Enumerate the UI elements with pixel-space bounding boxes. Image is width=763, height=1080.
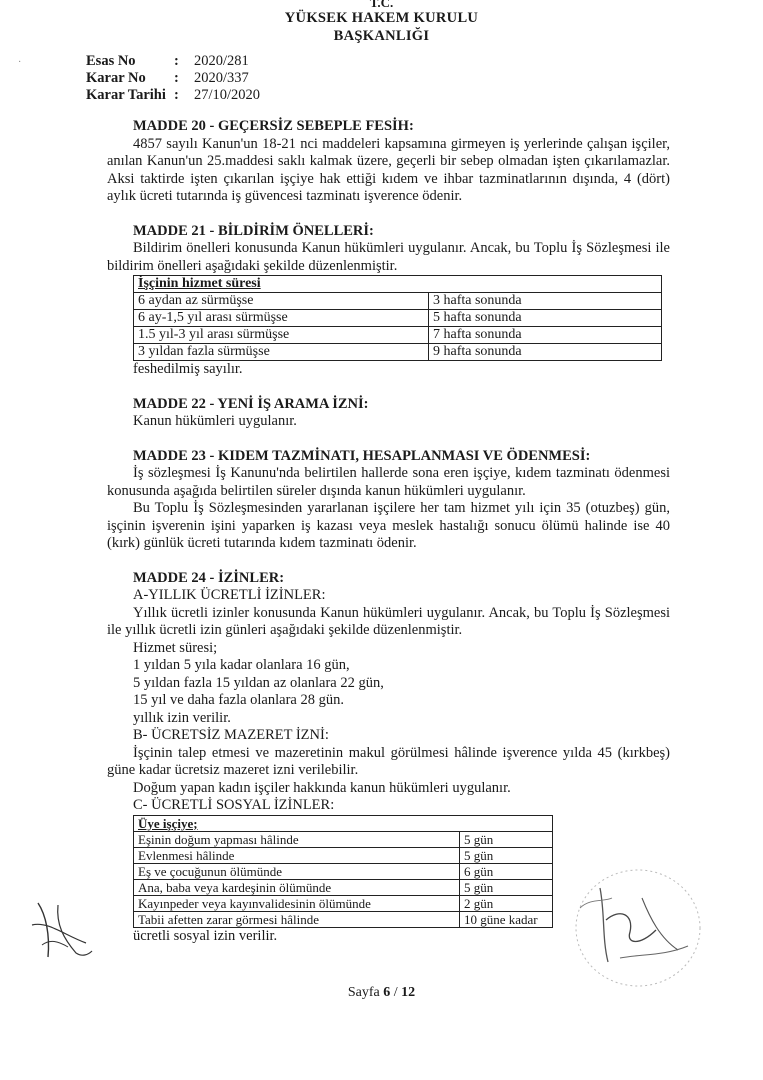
table-cell: 10 güne kadar: [460, 911, 553, 927]
table-row: [134, 310, 662, 327]
document-body: [107, 118, 670, 945]
article-20-heading: MADDE 20 - GEÇERSİZ SEBEPLE FESİH:: [133, 118, 414, 134]
notice-period-table: [133, 275, 662, 361]
article-23-p1: İş sözleşmesi İş Kanunu'nda belirtilen hallerde sona eren işçiye, kıdem tazminatı ödenmesi konusunda aşağıda belirtilen süreler dışında kanun hükümleri uygulanır.: [107, 465, 670, 499]
table-header-cell: Üye işçiye;: [134, 815, 553, 831]
meta-value: 2020/281: [194, 53, 249, 69]
section-c-title: C- ÜCRETLİ SOSYAL İZİNLER:: [133, 797, 335, 813]
article-22-heading: MADDE 22 - YENİ İŞ ARAMA İZNİ:: [133, 395, 369, 412]
table-cell: 6 gün: [460, 863, 553, 879]
table-cell: Tabii afetten zarar görmesi hâlinde: [134, 911, 460, 927]
article-22-text: Kanun hükümleri uygulanır.: [133, 413, 297, 429]
table-row: [134, 847, 553, 863]
table-row: [134, 344, 662, 361]
meta-value: 2020/337: [194, 70, 249, 86]
section-a-list-item: yıllık izin verilir.: [133, 709, 231, 726]
page-label: Sayfa: [347, 985, 380, 1000]
meta-key: Karar Tarihi: [86, 87, 166, 103]
section-b-text: İşçinin talep etmesi ve mazeretinin makul görülmesi hâlinde işverence yılda 45 (kırkbeş) güne kadar ücretsiz mazeret izni verilebilir.: [107, 744, 670, 778]
table-row: [134, 293, 662, 310]
table-cell: 1.5 yıl-3 yıl arası sürmüşse: [134, 327, 429, 344]
section-b-text2: Doğum yapan kadın işçiler hakkında kanun hükümleri uygulanır.: [133, 779, 511, 796]
table-row: [134, 895, 553, 911]
article-21-heading: MADDE 21 - BİLDİRİM ÖNELLERİ:: [133, 222, 374, 239]
margin-mark: ·: [18, 57, 22, 68]
table-header-row: [134, 815, 553, 831]
section-c-after: ücretli sosyal izin verilir.: [133, 927, 278, 944]
meta-row-karar: [86, 70, 260, 87]
table-cell: 5 gün: [460, 847, 553, 863]
table-cell: 3 hafta sonunda: [429, 293, 662, 310]
meta-value: 27/10/2020: [194, 87, 261, 103]
table-cell: Eş ve çocuğunun ölümünde: [134, 863, 460, 879]
table-row: [134, 831, 553, 847]
case-meta: [86, 53, 260, 104]
table-row: [134, 911, 553, 927]
table-cell: 9 hafta sonunda: [429, 344, 662, 361]
article-23-p2: Bu Toplu İş Sözleşmesinden yararlanan işçilere her tam hizmet yılı için 35 (otuzbeş) gün, işçinin işverenin işini yaparken iş kazası veya meslek hastalığı sonucu ölümü halinde ise 40 (kırk) günlük ücreti tutarında kıdem tazminatı ödenir.: [107, 500, 670, 551]
header-top-cut: T.C.: [369, 0, 394, 10]
table-row: [134, 863, 553, 879]
section-a-title: A-YILLIK ÜCRETLİ İZİNLER:: [133, 587, 326, 603]
meta-key: Karar No: [86, 70, 146, 86]
section-a-list-item: 15 yıl ve daha fazla olanlara 28 gün.: [133, 692, 344, 708]
table-cell: Evlenmesi hâlinde: [134, 847, 460, 863]
signature-stamp-right-image: [560, 858, 710, 998]
section-a-text: Yıllık ücretli izinler konusunda Kanun hükümleri uygulanır. Ancak, bu Toplu İş Sözleşmesi ile yıllık ücretli izin günleri aşağıdaki şekilde düzenlenmiştir.: [107, 604, 670, 638]
table-cell: 2 gün: [460, 895, 553, 911]
article-24-heading: MADDE 24 - İZİNLER:: [133, 569, 285, 586]
article-21-text: Bildirim önelleri konusunda Kanun hükümleri uygulanır. Ancak, bu Toplu İş Sözleşmesi ile bildirim önelleri aşağıdaki şekilde düzenlenmiştir.: [107, 240, 670, 274]
meta-sep: :: [174, 53, 179, 69]
article-20-text: 4857 sayılı Kanun'un 18-21 nci maddeleri kapsamına girmeyen iş yerlerinde çalışan işçiler, anılan Kanun'un 25.maddesi saklı kalmak üzere, geçerli bir sebep olmadan işten çıkarılamazlar. Aksi taktirde işten çıkarılan işçiye hak ettiği kıdem ve ihbar tazminatlarının dışında, 4 (dört) aylık ücreti tutarında iş güvencesi tazminatı işverence ödenir.: [107, 135, 670, 204]
article-23-heading: MADDE 23 - KIDEM TAZMİNATI, HESAPLANMASI VE ÖDENMESİ:: [133, 447, 591, 464]
table-cell: 5 gün: [460, 831, 553, 847]
table-cell: 5 hafta sonunda: [429, 310, 662, 327]
meta-row-esas: [86, 53, 260, 70]
table-row: [134, 327, 662, 344]
meta-sep: :: [174, 87, 179, 103]
table-cell: Ana, baba veya kardeşinin ölümünde: [134, 879, 460, 895]
page-footer: [0, 985, 763, 1001]
table-cell: 5 gün: [460, 879, 553, 895]
table-cell: 6 aydan az sürmüşse: [134, 293, 429, 310]
signature-left-image: [28, 895, 98, 965]
article-21-after: feshedilmiş sayılır.: [133, 361, 243, 377]
header-line1: YÜKSEK HAKEM KURULU: [284, 10, 479, 26]
table-header-row: [134, 276, 662, 293]
page-current: 6: [383, 985, 391, 1000]
page-total: 12: [401, 985, 416, 1000]
section-a-list-item: Hizmet süresi;: [133, 639, 218, 656]
section-a-list-item: 5 yıldan fazla 15 yıldan az olanlara 22 gün,: [133, 674, 384, 691]
table-header-cell: İşçinin hizmet süresi: [134, 276, 662, 293]
page-sep: /: [393, 985, 398, 1000]
table-row: [134, 879, 553, 895]
meta-row-tarih: [86, 87, 260, 104]
meta-key: Esas No: [86, 53, 136, 69]
table-cell: 6 ay-1,5 yıl arası sürmüşse: [134, 310, 429, 327]
meta-sep: :: [174, 70, 179, 86]
table-cell: Eşinin doğum yapması hâlinde: [134, 831, 460, 847]
section-b-title: B- ÜCRETSİZ MAZERET İZNİ:: [133, 727, 329, 743]
header-line2: BAŞKANLIĞI: [333, 28, 430, 44]
social-leave-table: [133, 815, 553, 928]
table-cell: 7 hafta sonunda: [429, 327, 662, 344]
section-a-list-item: 1 yıldan 5 yıla kadar olanlara 16 gün,: [133, 657, 350, 673]
table-cell: 3 yıldan fazla sürmüşse: [134, 344, 429, 361]
table-cell: Kayınpeder veya kayınvalidesinin ölümünde: [134, 895, 460, 911]
